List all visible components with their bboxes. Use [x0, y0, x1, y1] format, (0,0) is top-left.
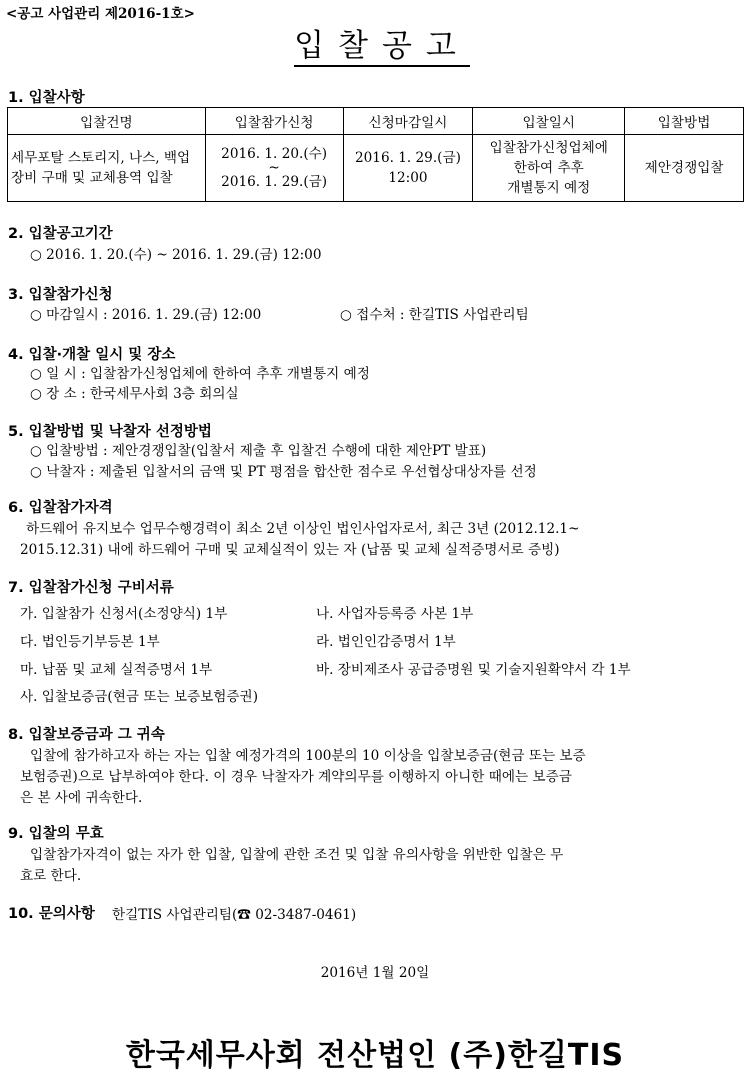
application-start: 2016. 1. 20.(수)	[221, 146, 328, 162]
issuer-name: 한국세무사회 전산법인 (주)한길TIS	[125, 1038, 625, 1073]
application-end: 2016. 1. 29.(금)	[221, 174, 328, 190]
section-6-heading: 6. 입찰참가자격	[8, 500, 113, 516]
section-8-heading: 8. 입찰보증금과 그 귀속	[8, 727, 165, 743]
winner-selection-line: ○ 낙찰자 : 제출된 입찰서의 금액 및 PT 평점을 합산한 점수로 우선협상대상자를 선정	[30, 464, 537, 480]
qualification-line-2: 2015.12.31) 내에 하드웨어 구매 및 교체실적이 있는 자 (납품 및 교체 실적증명서로 증빙)	[20, 542, 560, 558]
application-tilde: ~	[268, 160, 280, 176]
opening-schedule: ○ 일 시 : 입찰참가신청업체에 한하여 추후 개별통지 예정	[30, 366, 370, 382]
page-title	[0, 20, 750, 65]
header-deadline: 신청마감일시	[343, 108, 473, 135]
application-office: ○ 접수처 : 한길TIS 사업관리팀	[340, 307, 529, 323]
header-application: 입찰참가신청	[205, 108, 343, 135]
qualification-line-1: 하드웨어 유지보수 업무수행경력이 최소 2년 이상인 법인사업자로서, 최근 3년 (2012.12.1~	[26, 521, 580, 537]
section-5-heading: 5. 입찰방법 및 낙찰자 선정방법	[8, 424, 212, 440]
header-bid-method: 입찰방법	[625, 108, 744, 135]
notice-date: 2016년 1월 20일	[320, 965, 430, 981]
document-item-ra: 라. 법인인감증명서 1부	[316, 634, 456, 650]
bid-date-line-2: 한하여 추후	[513, 160, 584, 176]
invalid-bid-line-2: 효로 한다.	[20, 868, 82, 884]
deadline-date: 2016. 1. 29.(금)	[355, 150, 461, 166]
deposit-line-1: 입찰에 참가하고자 하는 자는 입찰 예정가격의 100분의 10 이상을 입찰보증금(현금 또는 보증	[30, 748, 586, 764]
header-bid-name: 입찰건명	[8, 108, 206, 135]
document-number: <공고 사업관리 제2016-1호>	[6, 6, 195, 22]
section-7-heading: 7. 입찰참가신청 구비서류	[8, 580, 174, 596]
bid-details-table	[7, 107, 744, 202]
document-item-na: 나. 사업자등록증 사본 1부	[316, 606, 474, 622]
document-item-ma: 마. 납품 및 교체 실적증명서 1부	[20, 662, 213, 678]
opening-place: ○ 장 소 : 한국세무사회 3층 회의실	[30, 386, 239, 402]
application-deadline: ○ 마감일시 : 2016. 1. 29.(금) 12:00	[30, 307, 262, 323]
invalid-bid-line-1: 입찰참가자격이 없는 자가 한 입찰, 입찰에 관한 조건 및 입찰 유의사항을 위반한 입찰은 무	[30, 847, 564, 863]
section-3-heading: 3. 입찰참가신청	[8, 287, 113, 303]
document-item-ba: 바. 장비제조사 공급증명원 및 기술지원확약서 각 1부	[316, 662, 631, 678]
contact-info: 한길TIS 사업관리팀(☎ 02-3487-0461)	[112, 907, 357, 923]
deposit-line-2: 보험증권)으로 납부하여야 한다. 이 경우 낙찰자가 계약의무를 이행하지 아니한 때에는 보증금	[20, 769, 572, 785]
deposit-line-3: 은 본 사에 귀속한다.	[20, 790, 143, 806]
header-bid-date: 입찰일시	[473, 108, 625, 135]
section-9-heading: 9. 입찰의 무효	[8, 826, 104, 842]
table-header-row	[8, 108, 744, 135]
section-2-heading: 2. 입찰공고기간	[8, 226, 113, 242]
bid-date-line-1: 입찰참가신청업체에	[489, 140, 608, 156]
bid-date-line-3: 개별통지 예정	[507, 180, 591, 196]
cell-bid-date	[473, 135, 625, 202]
page-title-text: 입찰공고	[294, 28, 470, 67]
cell-deadline	[343, 135, 473, 202]
section-10-heading: 10. 문의사항	[8, 906, 95, 922]
table-row	[8, 135, 744, 202]
deadline-time: 12:00	[388, 170, 428, 186]
document-item-sa: 사. 입찰보증금(현금 또는 보증보험증권)	[20, 689, 258, 705]
cell-bid-method: 제안경쟁입찰	[625, 135, 744, 202]
cell-application-period	[205, 135, 343, 202]
document-item-da: 다. 법인등기부등본 1부	[20, 634, 160, 650]
document-item-ga: 가. 입찰참가 신청서(소정양식) 1부	[20, 606, 228, 622]
cell-bid-name: 세무포탈 스토리지, 나스, 백업장비 구매 및 교체용역 입찰	[8, 135, 206, 202]
section-1-heading: 1. 입찰사항	[8, 90, 85, 106]
bid-method-line: ○ 입찰방법 : 제안경쟁입찰(입찰서 제출 후 입찰건 수행에 대한 제안PT 발표)	[30, 443, 487, 459]
notice-period: ○ 2016. 1. 20.(수) ~ 2016. 1. 29.(금) 12:00	[30, 247, 322, 263]
section-4-heading: 4. 입찰·개찰 일시 및 장소	[8, 347, 176, 363]
